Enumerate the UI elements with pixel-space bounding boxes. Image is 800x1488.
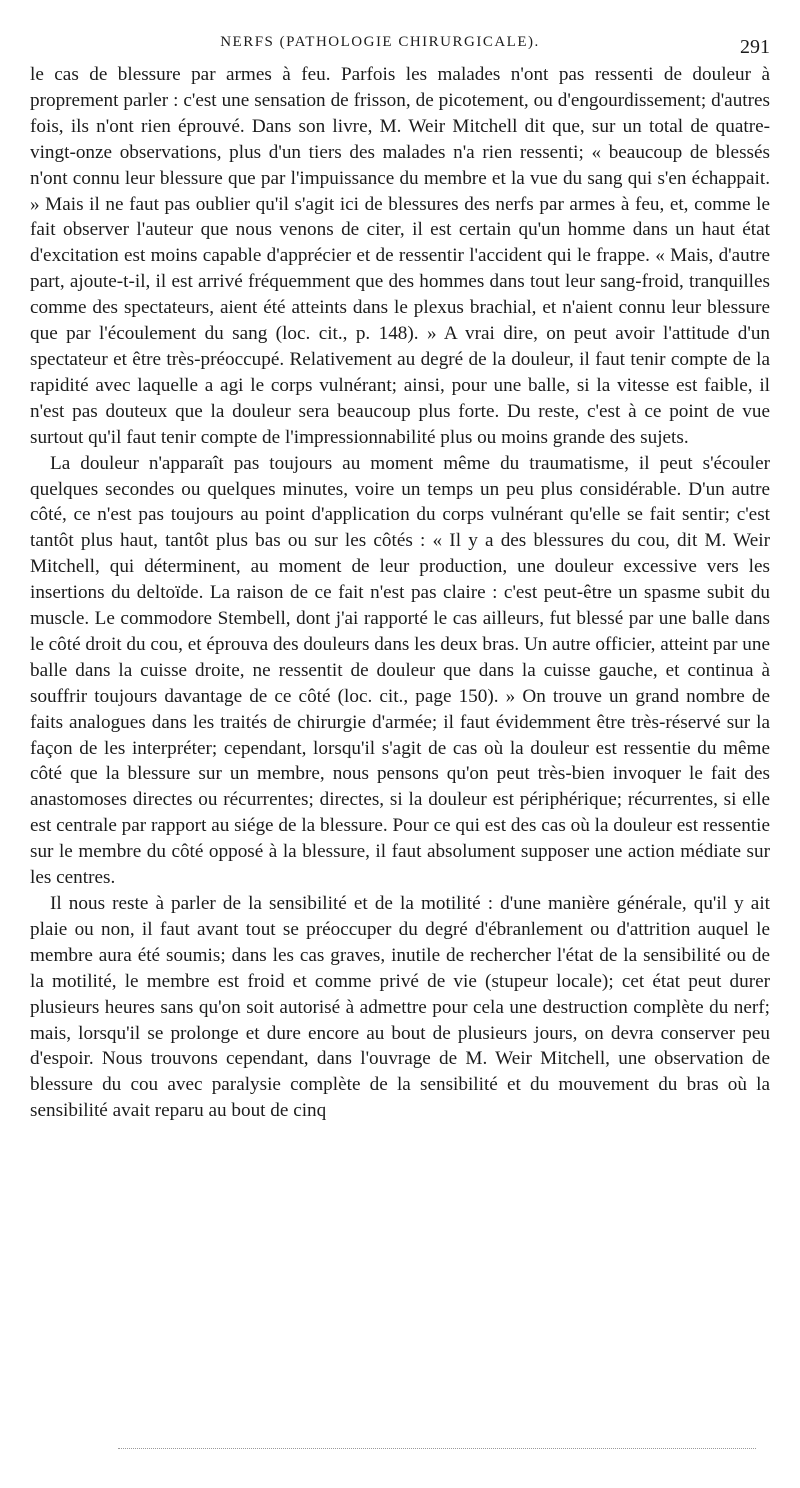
paragraph-1: le cas de blessure par armes à feu. Parfois les malades n'ont pas ressenti de douleur à proprement parler : c'est une sensation de frisson, de picotement, ou d'engourdissement; d'autres fois, ils n'ont rien éprouvé. Dans son livre, M. Weir Mitchell dit que, sur un total de quatre-vingt-onze observations, plus d'un tiers des malades n'a rien ressenti; « beaucoup de blessés n'ont connu leur blessure que par l'impuissance du membre et la vue du sang qui s'en échappait. » Mais il ne faut pas oublier qu'il s'agit ici de blessures des nerfs par armes à feu, et, comme le fait observer l'auteur que nous venons de citer, il est certain qu'un homme dans un haut état d'excitation est moins capable d'apprécier et de ressentir l'accident qui le frappe. « Mais, d'autre part, ajoute-t-il, il est arrivé fréquemment que des hommes dans tout leur sang-froid, tranquilles comme des spectateurs, aient été atteints dans le plexus brachial, et n'aient connu leur blessure que par l'écoulement du sang (loc. cit., p. 148). » A vrai dire, on peut avoir l'attitude d'un spectateur et être très-préoccupé. Relativement au degré de la douleur, il faut tenir compte de la rapidité avec laquelle a agi le corps vulnérant; ainsi, pour une balle, si la vitesse est faible, il n'est pas douteux que la douleur sera beaucoup plus forte. Du reste, c'est à ce point de vue surtout qu'il faut tenir compte de l'impressionnabilité plus ou moins grande des sujets. — [30, 64, 770, 448]
page-number: 291 — [740, 36, 770, 58]
book-page — [30, 26, 770, 1124]
bleed-through-line — [118, 1448, 756, 1449]
paragraph-3: Il nous reste à parler de la sensibilité et de la motilité : d'une manière générale, qu'il y ait plaie ou non, il faut avant tout se préoccuper du degré d'ébranlement ou d'attrition auquel le membre aura été soumis; dans les cas graves, inutile de rechercher l'état de la sensibilité ou de la motilité, le membre est froid et comme privé de vie (stupeur locale); cet état peut durer plusieurs heures sans qu'on soit autorisé à admettre pour cela une destruction complète du nerf; mais, lorsqu'il se prolonge et dure encore au bout de plusieurs jours, on devra conserver peu d'espoir. Nous trouvons cependant, dans l'ouvrage de M. Weir Mitchell, une observation de blessure du cou avec paralysie complète de la sensibilité et du mouvement du bras où la sensibilité avait reparu au bout de cinq — [30, 893, 770, 1122]
page-header — [30, 26, 770, 62]
paragraph-2: La douleur n'apparaît pas toujours au moment même du traumatisme, il peut s'écouler quelques secondes ou quelques minutes, voire un temps un peu plus considérable. D'un autre côté, ce n'est pas toujours au point d'application du corps vulnérant qu'elle se fait sentir; c'est tantôt plus haut, tantôt plus bas ou sur les côtés : « Il y a des blessures du cou, dit M. Weir Mitchell, qui déterminent, au moment de leur production, une douleur excessive vers les insertions du deltoïde. La raison de ce fait n'est pas claire : c'est peut-être un spasme subit du muscle. Le commodore Stembell, dont j'ai rapporté le cas ailleurs, fut blessé par une balle dans le côté droit du cou, et éprouva des douleurs dans les deux bras. Un autre officier, atteint par une balle dans la cuisse droite, ne ressentit de douleur que dans la cuisse gauche, et continua à souffrir toujours davantage de ce côté (loc. cit., page 150). » On trouve un grand nombre de faits analogues dans les traités de chirurgie d'armée; il faut évidemment être très-réservé sur la façon de les interpréter; cependant, lorsqu'il s'agit de cas où la douleur est ressentie du même côté que la blessure sur un membre, nous pensons qu'on peut très-bien invoquer le fait des anastomoses directes ou récurrentes; directes, si la douleur est périphérique; récurrentes, si elle est centrale par rapport au siége de la blessure. Pour ce qui est des cas où la douleur est ressentie sur le membre du côté opposé à la blessure, il faut absolument supposer une action médiate sur les centres. — [30, 452, 771, 889]
running-head: NERFS (PATHOLOGIE CHIRURGICALE). — [220, 34, 540, 50]
